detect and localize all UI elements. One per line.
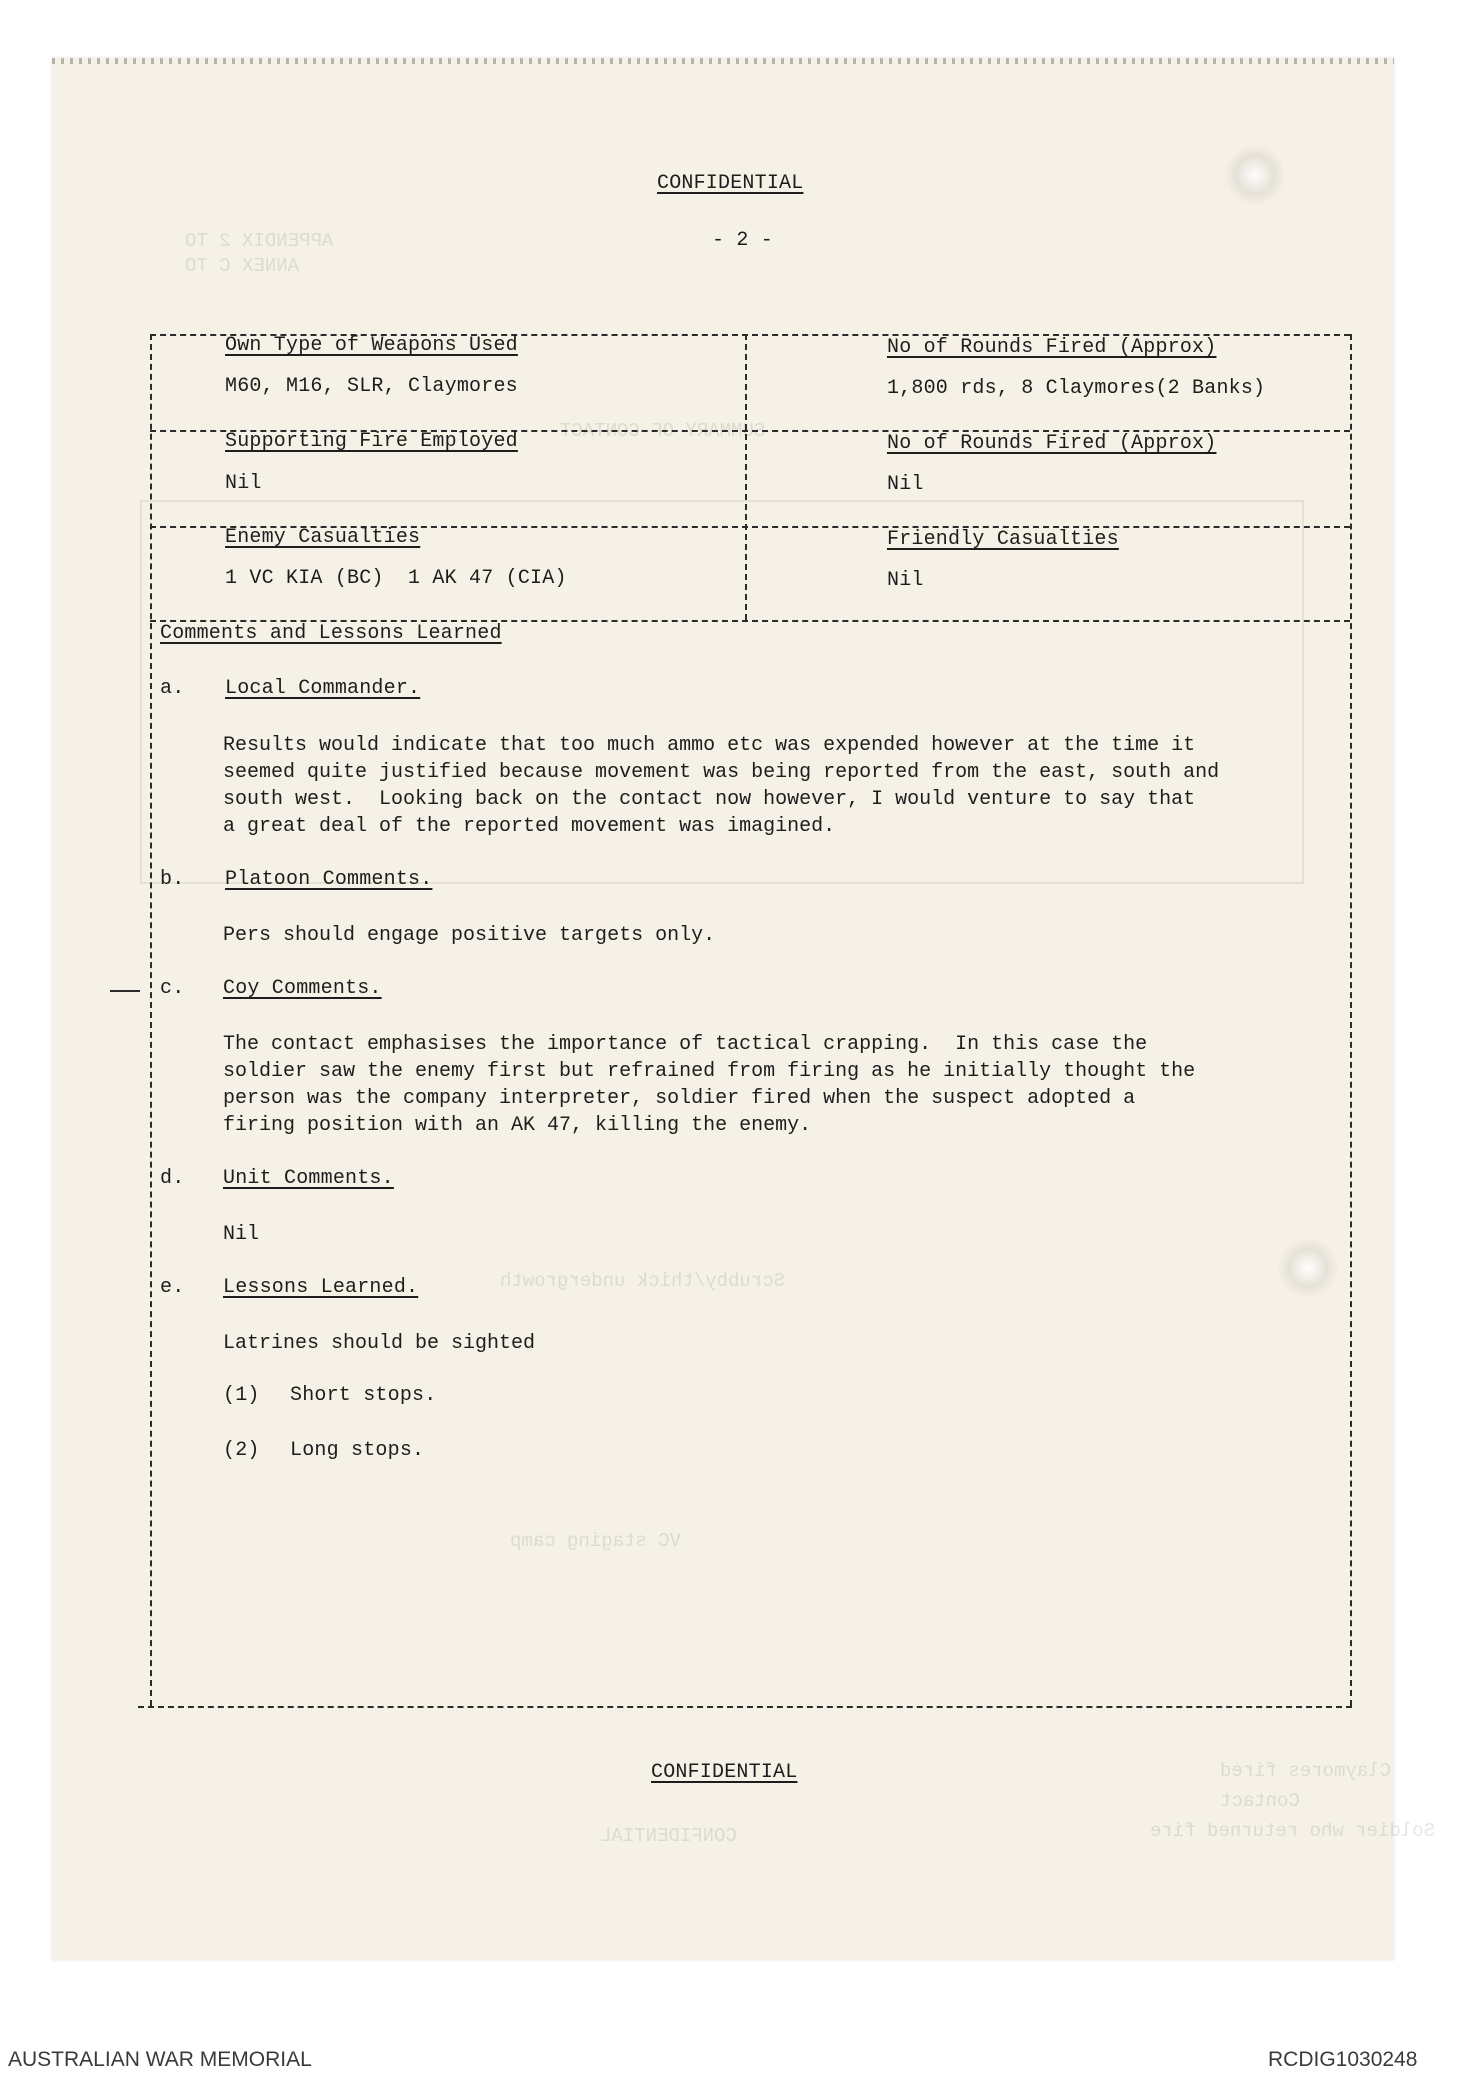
lessons-learned-title: Lessons Learned. [223,1276,419,1299]
archive-institution: AUSTRALIAN WAR MEMORIAL [8,2048,312,2071]
rounds-fired-support-label: No of Rounds Fired (Approx) [887,432,1217,455]
section-letter: a. [160,677,185,700]
friendly-casualties-value: Nil [887,569,924,592]
unit-comments-title: Unit Comments. [223,1167,394,1190]
platoon-comments-title: Platoon Comments. [225,868,433,891]
staple-mark [1278,1238,1338,1298]
staple-mark [1225,145,1285,205]
list-item-number: (2) [223,1439,260,1462]
local-commander-comment: Results would indicate that too much ammo etc was expended however at the time it seemed quite justified because movement was being reported from the east, south and south west. Looking back on the contact now however, I would venture to say that a great deal of the reported movement was imagined. [223,734,1220,838]
coy-comments-title: Coy Comments. [223,977,382,1000]
archive-reference: RCDIG1030248 [1268,2048,1418,2071]
section-letter: b. [160,868,185,891]
own-weapons-label: Own Type of Weapons Used [225,334,518,357]
platoon-comment: Pers should engage positive targets only. [223,924,716,947]
section-letter: d. [160,1167,185,1190]
comments-heading: Comments and Lessons Learned [160,622,502,645]
own-weapons-value: M60, M16, SLR, Claymores [225,375,518,398]
enemy-casualties-value: 1 VC KIA (BC) 1 AK 47 (CIA) [225,567,567,590]
enemy-casualties-label: Enemy Casualties [225,526,421,549]
rounds-fired-support-value: Nil [887,473,924,496]
friendly-casualties-label: Friendly Casualties [887,528,1119,551]
header-classification: CONFIDENTIAL [657,172,804,195]
list-item: Long stops. [290,1439,425,1462]
list-item-number: (1) [223,1384,260,1407]
section-letter: e. [160,1276,185,1299]
footer-classification: CONFIDENTIAL [651,1761,798,1784]
local-commander-title: Local Commander. [225,677,421,700]
list-item: Short stops. [290,1384,437,1407]
unit-comment: Nil [223,1223,260,1246]
margin-mark [110,990,140,992]
lessons-learned-text: Latrines should be sighted [223,1332,536,1355]
rounds-fired-own-label: No of Rounds Fired (Approx) [887,336,1217,359]
page-edge [52,58,1394,64]
section-letter: c. [160,977,185,1000]
coy-comment: The contact emphasises the importance of tactical crapping. In this case the soldier saw the enemy first but refrained from firing as he initially thought the person was the company interpreter, soldier fired when the suspect adopted a firing position with an AK 47, killing the enemy. [223,1033,1196,1137]
supporting-fire-value: Nil [225,472,262,495]
page-number: - 2 - [712,229,774,252]
rounds-fired-own-value: 1,800 rds, 8 Claymores(2 Banks) [887,377,1266,400]
supporting-fire-label: Supporting Fire Employed [225,430,518,453]
